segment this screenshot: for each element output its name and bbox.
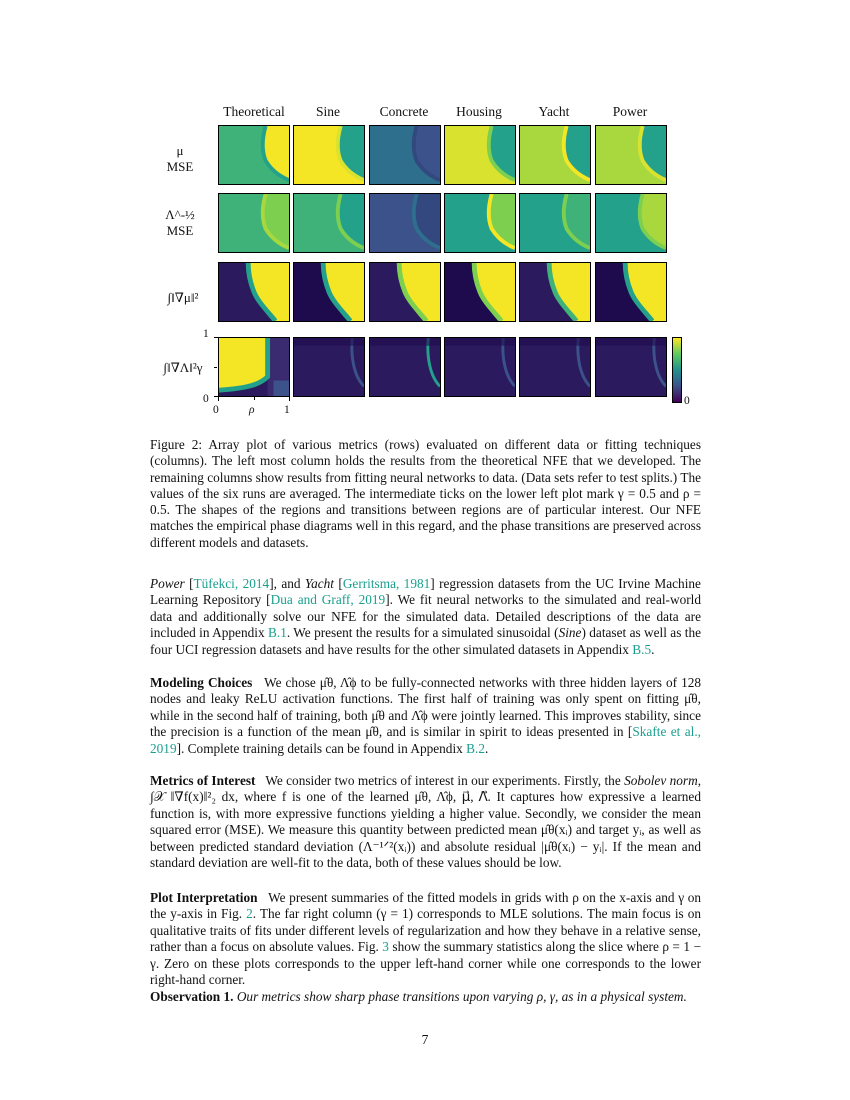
heatmap-panel	[369, 337, 441, 397]
heatmap-panel	[218, 125, 290, 185]
colorbar	[672, 337, 682, 403]
row-label-top: ∫‖∇μ‖²	[167, 290, 199, 305]
text: . The far right column (γ = 1) corresponds to MLE solutions. The main focus is on qualitative traits of fits under different levels of regularization and how they behave in a relative sense, rather than a focus on absolute values. Fig.	[150, 906, 702, 955]
dataset-sine: Sine	[558, 625, 582, 641]
axis-tick	[214, 367, 217, 368]
heading-plot-interpretation: Plot Interpretation	[150, 890, 258, 905]
heatmap-panel	[595, 125, 667, 185]
row-label-top: μ	[176, 143, 184, 158]
heatmap-panel	[369, 262, 441, 322]
row-label-grad-mu	[150, 290, 216, 306]
link-figure-2[interactable]: 2	[246, 906, 253, 922]
paragraph-modeling-choices	[150, 675, 701, 757]
heatmap-panel	[218, 337, 290, 397]
heatmap-panel	[218, 193, 290, 253]
citation-tufekci[interactable]: Tüfekci, 2014	[193, 576, 270, 591]
page-number: 7	[421, 1032, 429, 1047]
colorbar-bottom-label: 0	[684, 395, 690, 407]
text: .	[651, 641, 655, 657]
x-axis-label: ρ	[249, 404, 255, 416]
paragraph-observation	[150, 989, 701, 1005]
heatmap-panel	[293, 125, 365, 185]
dataset-yacht: Yacht	[304, 576, 334, 591]
heatmap-panel	[519, 125, 591, 185]
heatmap-panel	[595, 193, 667, 253]
heatmap-panel	[444, 193, 516, 253]
heatmap-panel	[519, 262, 591, 322]
y-tick-top: 1	[203, 328, 209, 340]
text: .	[484, 740, 489, 756]
row-label-lambda-mse	[150, 207, 210, 239]
figure-caption: Figure 2: Array plot of various metrics (rows) evaluated on different data or fitting techniques (columns). The left most column holds the results from the theoretical NFE that we developed. The remaining columns show results from fitting neural networks to data. (Data sets refer to test splits.) The values of the six runs are averaged. The intermediate ticks on the lower left plot mark γ = 0.5 and ρ = 0.5. The shapes of the regions and transitions between regions are of particular interest. Our NFE matches the empirical phase diagrams well in this regard, and the phase transitions are preserved across different models and datasets.	[150, 437, 701, 550]
heatmap-panel	[369, 125, 441, 185]
text: ) dataset as well as the four UCI regression datasets and have results for the other simulated datasets in Appendix	[150, 625, 702, 657]
row-label-grad-lambda	[146, 360, 220, 376]
x-tick-right: 1	[284, 404, 290, 416]
link-appendix-b1[interactable]: B.1	[268, 625, 287, 641]
row-label-mu-mse	[150, 143, 210, 175]
y-tick-bottom: 0	[203, 393, 209, 405]
axis-tick	[254, 397, 255, 400]
observation-text: Our metrics show sharp phase transitions upon varying ρ, γ, as in a physical system.	[236, 989, 687, 1004]
dataset-power: Power	[150, 576, 185, 591]
heatmap-panel	[444, 262, 516, 322]
text: We consider two metrics of interest in our experiments. Firstly, the	[265, 773, 621, 788]
column-title-yacht: Yacht	[538, 104, 570, 119]
text: show the summary statistics along the slice where ρ = 1 − γ. Zero on these plots corresponds to the upper left-hand corner while one corresponds to the lower right-hand corner.	[150, 939, 701, 988]
heatmap-panel	[218, 262, 290, 322]
link-appendix-b5[interactable]: B.5	[632, 641, 652, 657]
heading-modeling-choices: Modeling Choices	[150, 675, 253, 690]
heatmap-panel	[293, 193, 365, 253]
row-label-bottom: MSE	[166, 159, 194, 174]
text: We chose μ̂θ, Λ̂ϕ to be fully-connected networks with three hidden layers of 128 nodes and leaky ReLU activation functions. The first half of training was only spent on fitting μ̂θ, while in the second half of training, both μ̂θ and Λ̂ϕ were jointly learned. This improves stability, since the precision is a function of the mean μ̂θ, and is similar in spirit to ideas presented in [	[150, 675, 702, 740]
heatmap-panel	[444, 337, 516, 397]
paragraph-plot-interpretation	[150, 890, 701, 988]
column-title-concrete: Concrete	[379, 104, 429, 119]
term-sobolev-norm: Sobolev norm	[624, 773, 698, 788]
link-appendix-b2[interactable]: B.2	[466, 740, 485, 756]
heatmap-panel	[369, 193, 441, 253]
citation-dua-graff[interactable]: Dua and Graff, 2019	[270, 592, 386, 608]
axis-tick	[214, 337, 218, 338]
text: We present summaries of the fitted models in grids with ρ on the x-axis and γ on the y-axis in Fig.	[150, 890, 701, 922]
heatmap-panel	[595, 337, 667, 397]
text: ]. We fit neural networks to the simulated and real-world data and additionally solve our NFE for the simulated data. Detailed descriptions of the data are included in Appendix	[150, 592, 702, 641]
heatmap-panel	[595, 262, 667, 322]
text: , and	[273, 576, 301, 591]
heatmap-panel	[444, 125, 516, 185]
paragraph-metrics	[150, 773, 701, 871]
text: , ∫𝒳 ‖∇f(x)‖²₂ dx, where f is one of the learned μ̂θ, Λ̂ϕ, μ⃗, Λ⃗. It captures how expressive a learned function is, with more expressive functions yielding a higher value. Secondly, we consider the mean squared error (MSE). We measure this quantity between predicted mean μ̂θ(xᵢ) and target yᵢ, as well as between predicted standard deviation (Λ⁻¹ᐟ²(xᵢ)) and absolute residual |μ̂θ(xᵢ) − yᵢ|. If the mean and standard deviation are well-fit to the data, both of these values should be low.	[150, 773, 702, 871]
heading-observation-1: Observation 1.	[150, 989, 234, 1004]
citation-gerritsma[interactable]: Gerritsma, 1981	[342, 576, 431, 591]
x-tick-left: 0	[213, 404, 219, 416]
column-title-sine: Sine	[315, 104, 340, 119]
heading-metrics-of-interest: Metrics of Interest	[150, 773, 256, 788]
text: . We present the results for a simulated sinusoidal (	[286, 625, 559, 641]
column-title-power: Power	[612, 104, 648, 119]
axis-tick	[289, 397, 290, 401]
link-figure-3[interactable]: 3	[382, 939, 389, 955]
heatmap-panel	[293, 262, 365, 322]
row-label-bottom: MSE	[166, 223, 194, 238]
paragraph-datasets: Power [Tüfekci, 2014], and Yacht [Gerritsma, 1981] regression datasets from the UC Irvine Machine Learning Repository [Dua and Graff, 2019]. We fit neural networks to the simulated and real-world data and additionally solve our NFE for the simulated data. Detailed descriptions of the data are included in Appendix B.1. We present the results for a simulated sinusoidal (Sine) dataset as well as the four UCI regression datasets and have results for the other simulated datasets in Appendix B.5.	[150, 576, 702, 657]
axis-tick	[218, 397, 219, 401]
column-title-housing: Housing	[456, 104, 502, 119]
heatmap-panel	[519, 337, 591, 397]
heatmap-panel	[519, 193, 591, 253]
citation-skafte[interactable]: Skafte et al., 2019	[150, 724, 701, 756]
column-title-theoretical: Theoretical	[223, 104, 285, 119]
figure-2	[0, 0, 850, 420]
text: regression datasets from the UC Irvine Machine Learning Repository [	[150, 576, 701, 608]
heatmap-panel	[293, 337, 365, 397]
row-label-top: Λ^-½	[165, 207, 195, 222]
row-label-top: ∫‖∇Λ‖²γ	[163, 360, 203, 375]
text: ]. Complete training details can be found in Appendix	[176, 740, 463, 756]
